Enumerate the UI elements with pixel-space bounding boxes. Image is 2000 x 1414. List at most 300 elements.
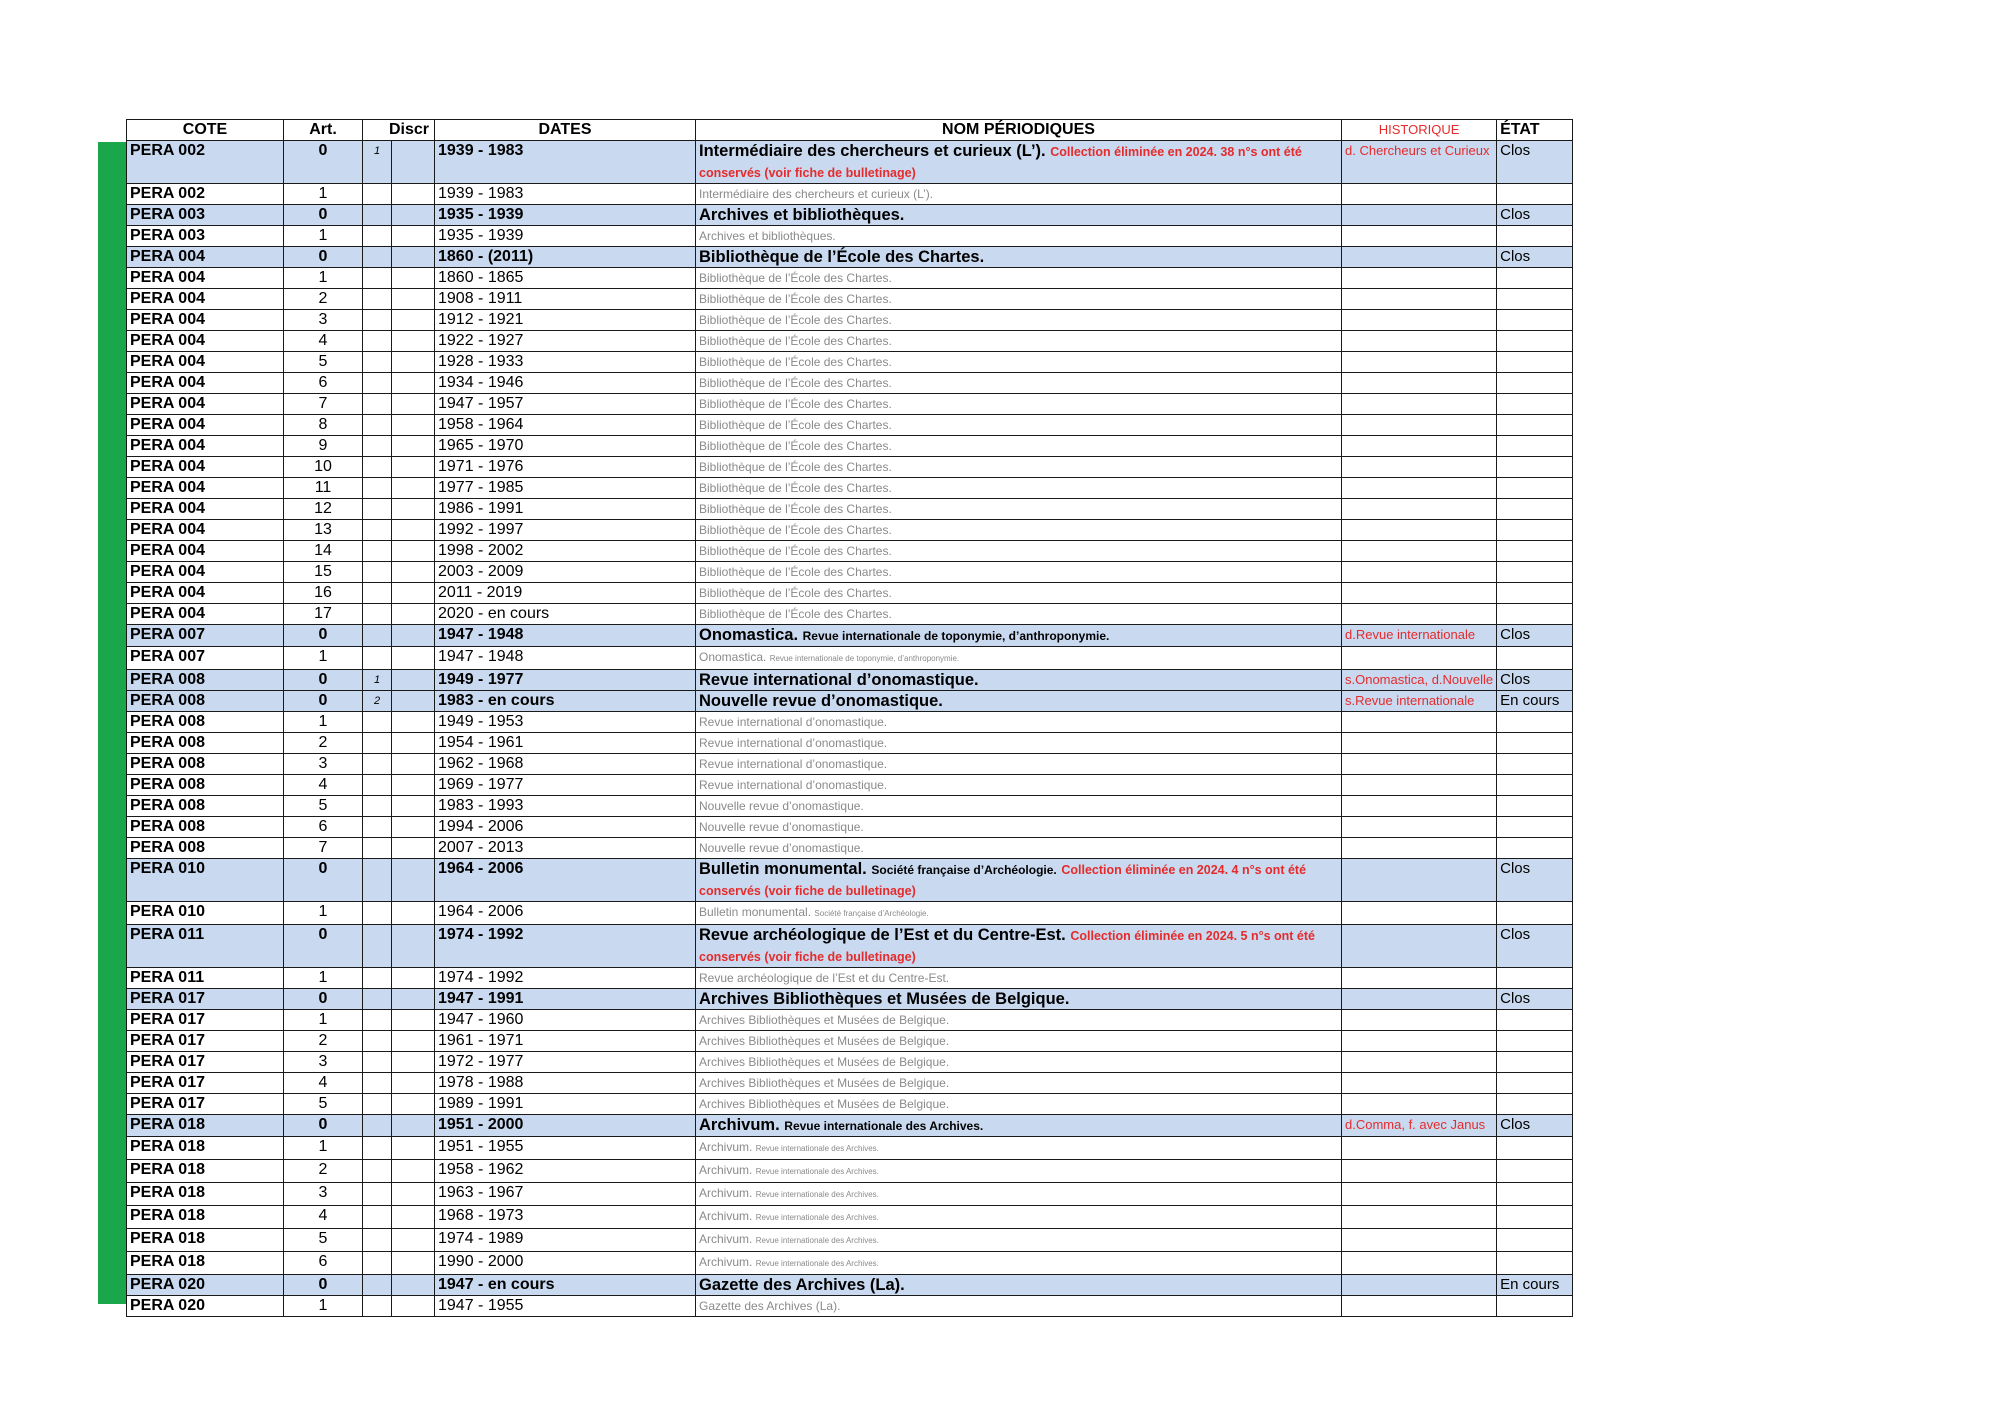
periodical-name-cell bbox=[696, 1010, 1342, 1031]
table-row bbox=[127, 775, 1573, 796]
table-row bbox=[127, 1206, 1573, 1229]
historique-cell bbox=[1342, 1031, 1497, 1052]
periodical-title: Revue international d’onomastique. bbox=[699, 671, 979, 689]
periodical-title: Bibliothèque de l’École des Chartes. bbox=[699, 502, 892, 516]
periodical-title: Bibliothèque de l’École des Chartes. bbox=[699, 439, 892, 453]
discr-cell bbox=[363, 1275, 392, 1296]
periodical-name-cell bbox=[696, 415, 1342, 436]
blank-cell bbox=[392, 1094, 435, 1115]
art-cell: 0 bbox=[284, 859, 363, 902]
blank-cell bbox=[392, 902, 435, 925]
dates-cell: 1951 - 2000 bbox=[435, 1115, 696, 1137]
periodical-title: Bibliothèque de l’École des Chartes. bbox=[699, 313, 892, 327]
historique-cell bbox=[1342, 247, 1497, 268]
discr-cell bbox=[363, 1010, 392, 1031]
table-row bbox=[127, 1094, 1573, 1115]
periodical-subtitle: Revue internationale de toponymie, d’anthroponymie. bbox=[802, 629, 1110, 643]
etat-cell bbox=[1497, 226, 1573, 247]
art-cell: 5 bbox=[284, 1229, 363, 1252]
discr-cell bbox=[363, 499, 392, 520]
blank-cell bbox=[392, 859, 435, 902]
blank-cell bbox=[392, 205, 435, 226]
art-cell: 8 bbox=[284, 415, 363, 436]
historique-cell bbox=[1342, 1183, 1497, 1206]
cote-cell: PERA 017 bbox=[127, 1031, 284, 1052]
dates-cell: 1958 - 1964 bbox=[435, 415, 696, 436]
table-row bbox=[127, 604, 1573, 625]
etat-cell bbox=[1497, 817, 1573, 838]
periodical-name-cell bbox=[696, 902, 1342, 925]
periodical-title: Nouvelle revue d’onomastique. bbox=[699, 692, 943, 710]
cote-cell: PERA 018 bbox=[127, 1183, 284, 1206]
table-row bbox=[127, 1296, 1573, 1317]
etat-cell bbox=[1497, 1183, 1573, 1206]
historique-cell bbox=[1342, 499, 1497, 520]
discr-cell: 2 bbox=[363, 691, 392, 712]
art-cell: 2 bbox=[284, 733, 363, 754]
cote-cell: PERA 004 bbox=[127, 352, 284, 373]
table-row bbox=[127, 625, 1573, 647]
dates-cell: 1939 - 1983 bbox=[435, 184, 696, 205]
etat-cell bbox=[1497, 775, 1573, 796]
historique-cell bbox=[1342, 647, 1497, 670]
etat-cell: Clos bbox=[1497, 205, 1573, 226]
periodical-name-cell bbox=[696, 436, 1342, 457]
art-cell: 14 bbox=[284, 541, 363, 562]
cote-cell: PERA 010 bbox=[127, 859, 284, 902]
art-cell: 3 bbox=[284, 754, 363, 775]
historique-cell bbox=[1342, 733, 1497, 754]
historique-cell bbox=[1342, 562, 1497, 583]
periodical-title: Archivum. bbox=[699, 1116, 780, 1134]
dates-cell: 1947 - 1957 bbox=[435, 394, 696, 415]
discr-cell bbox=[363, 1229, 392, 1252]
discr-cell bbox=[363, 184, 392, 205]
cote-cell: PERA 004 bbox=[127, 520, 284, 541]
blank-cell bbox=[392, 1052, 435, 1073]
blank-cell bbox=[392, 562, 435, 583]
periodical-name-cell bbox=[696, 1094, 1342, 1115]
blank-cell bbox=[392, 796, 435, 817]
discr-cell bbox=[363, 310, 392, 331]
cote-cell: PERA 020 bbox=[127, 1296, 284, 1317]
art-cell: 7 bbox=[284, 394, 363, 415]
periodical-name-cell bbox=[696, 373, 1342, 394]
blank-cell bbox=[392, 478, 435, 499]
periodical-name-cell bbox=[696, 541, 1342, 562]
etat-cell bbox=[1497, 1160, 1573, 1183]
discr-cell bbox=[363, 415, 392, 436]
art-cell: 4 bbox=[284, 331, 363, 352]
dates-cell: 1958 - 1962 bbox=[435, 1160, 696, 1183]
periodical-title: Onomastica. bbox=[699, 626, 799, 644]
art-cell: 0 bbox=[284, 625, 363, 647]
periodical-name-cell bbox=[696, 457, 1342, 478]
etat-cell bbox=[1497, 268, 1573, 289]
etat-cell: Clos bbox=[1497, 141, 1573, 184]
blank-cell bbox=[392, 670, 435, 691]
periodical-subtitle: Revue internationale des Archives. bbox=[755, 1190, 879, 1199]
etat-cell bbox=[1497, 1052, 1573, 1073]
periodical-title: Bibliothèque de l’École des Chartes. bbox=[699, 292, 892, 306]
cote-cell: PERA 004 bbox=[127, 457, 284, 478]
blank-cell bbox=[392, 373, 435, 394]
blank-cell bbox=[392, 310, 435, 331]
discr-cell bbox=[363, 1031, 392, 1052]
art-cell: 0 bbox=[284, 670, 363, 691]
historique-cell: d.Comma, f. avec Janus bbox=[1342, 1115, 1497, 1137]
etat-cell bbox=[1497, 415, 1573, 436]
periodical-name-cell bbox=[696, 226, 1342, 247]
blank-cell bbox=[392, 691, 435, 712]
cote-cell: PERA 020 bbox=[127, 1275, 284, 1296]
cote-cell: PERA 004 bbox=[127, 331, 284, 352]
elimination-note: Collection éliminée en 2024. 38 n°s ont été conservés (voir fiche de bulletinage) bbox=[699, 145, 1302, 180]
dates-cell: 1983 - en cours bbox=[435, 691, 696, 712]
art-cell: 6 bbox=[284, 1252, 363, 1275]
dates-cell: 1947 - 1948 bbox=[435, 647, 696, 670]
periodical-name-cell bbox=[696, 1206, 1342, 1229]
header-cote: COTE bbox=[127, 120, 284, 141]
table-row bbox=[127, 1183, 1573, 1206]
historique-cell bbox=[1342, 838, 1497, 859]
blank-cell bbox=[392, 436, 435, 457]
historique-cell bbox=[1342, 925, 1497, 968]
periodical-title: Archives Bibliothèques et Musées de Belgique. bbox=[699, 1034, 950, 1048]
art-cell: 2 bbox=[284, 1160, 363, 1183]
header-discr: Discr bbox=[363, 120, 435, 141]
dates-cell: 1922 - 1927 bbox=[435, 331, 696, 352]
cote-cell: PERA 004 bbox=[127, 415, 284, 436]
discr-cell bbox=[363, 352, 392, 373]
dates-cell: 1972 - 1977 bbox=[435, 1052, 696, 1073]
periodical-name-cell bbox=[696, 268, 1342, 289]
periodical-name-cell bbox=[696, 499, 1342, 520]
dates-cell: 1990 - 2000 bbox=[435, 1252, 696, 1275]
art-cell: 9 bbox=[284, 436, 363, 457]
cote-cell: PERA 008 bbox=[127, 691, 284, 712]
table-row bbox=[127, 184, 1573, 205]
historique-cell bbox=[1342, 520, 1497, 541]
periodicals-table bbox=[126, 119, 1573, 1317]
blank-cell bbox=[392, 1252, 435, 1275]
discr-cell bbox=[363, 331, 392, 352]
periodical-title: Bibliothèque de l’École des Chartes. bbox=[699, 376, 892, 390]
periodical-name-cell bbox=[696, 1031, 1342, 1052]
table-row bbox=[127, 205, 1573, 226]
cote-cell: PERA 018 bbox=[127, 1229, 284, 1252]
dates-cell: 2020 - en cours bbox=[435, 604, 696, 625]
periodical-title: Archivum. bbox=[699, 1163, 753, 1177]
blank-cell bbox=[392, 1031, 435, 1052]
etat-cell bbox=[1497, 1073, 1573, 1094]
blank-cell bbox=[392, 838, 435, 859]
periodical-name-cell bbox=[696, 184, 1342, 205]
periodical-name-cell bbox=[696, 712, 1342, 733]
discr-cell bbox=[363, 268, 392, 289]
cote-cell: PERA 017 bbox=[127, 989, 284, 1010]
discr-cell bbox=[363, 436, 392, 457]
discr-cell bbox=[363, 373, 392, 394]
periodical-name-cell bbox=[696, 247, 1342, 268]
periodical-subtitle: Revue internationale des Archives. bbox=[755, 1213, 879, 1222]
discr-cell bbox=[363, 902, 392, 925]
etat-cell bbox=[1497, 1296, 1573, 1317]
cote-cell: PERA 017 bbox=[127, 1010, 284, 1031]
table-row bbox=[127, 1160, 1573, 1183]
cote-cell: PERA 002 bbox=[127, 184, 284, 205]
table-row bbox=[127, 817, 1573, 838]
etat-cell bbox=[1497, 902, 1573, 925]
blank-cell bbox=[392, 1229, 435, 1252]
discr-cell bbox=[363, 1183, 392, 1206]
historique-cell bbox=[1342, 310, 1497, 331]
cote-cell: PERA 004 bbox=[127, 373, 284, 394]
dates-cell: 1968 - 1973 bbox=[435, 1206, 696, 1229]
dates-cell: 2007 - 2013 bbox=[435, 838, 696, 859]
periodical-title: Gazette des Archives (La). bbox=[699, 1276, 905, 1294]
discr-cell: 1 bbox=[363, 670, 392, 691]
dates-cell: 1994 - 2006 bbox=[435, 817, 696, 838]
dates-cell: 1969 - 1977 bbox=[435, 775, 696, 796]
historique-cell bbox=[1342, 1160, 1497, 1183]
periodical-name-cell bbox=[696, 817, 1342, 838]
art-cell: 5 bbox=[284, 1094, 363, 1115]
blank-cell bbox=[392, 1183, 435, 1206]
table-row bbox=[127, 1137, 1573, 1160]
discr-cell bbox=[363, 289, 392, 310]
historique-cell bbox=[1342, 583, 1497, 604]
historique-cell bbox=[1342, 604, 1497, 625]
blank-cell bbox=[392, 141, 435, 184]
historique-cell bbox=[1342, 1206, 1497, 1229]
table-row bbox=[127, 733, 1573, 754]
cote-cell: PERA 008 bbox=[127, 712, 284, 733]
art-cell: 6 bbox=[284, 817, 363, 838]
cote-cell: PERA 004 bbox=[127, 604, 284, 625]
periodical-title: Revue international d’onomastique. bbox=[699, 757, 888, 771]
table-row bbox=[127, 373, 1573, 394]
blank-cell bbox=[392, 989, 435, 1010]
cote-cell: PERA 003 bbox=[127, 205, 284, 226]
table-row bbox=[127, 902, 1573, 925]
table-row bbox=[127, 968, 1573, 989]
etat-cell bbox=[1497, 712, 1573, 733]
discr-cell bbox=[363, 859, 392, 902]
table-row bbox=[127, 247, 1573, 268]
art-cell: 1 bbox=[284, 1296, 363, 1317]
cote-cell: PERA 008 bbox=[127, 817, 284, 838]
periodical-name-cell bbox=[696, 520, 1342, 541]
table-row bbox=[127, 457, 1573, 478]
periodical-name-cell bbox=[696, 1160, 1342, 1183]
art-cell: 1 bbox=[284, 902, 363, 925]
blank-cell bbox=[392, 457, 435, 478]
table-row bbox=[127, 141, 1573, 184]
header-row bbox=[127, 120, 1573, 141]
dates-cell: 1977 - 1985 bbox=[435, 478, 696, 499]
table-row bbox=[127, 989, 1573, 1010]
periodical-name-cell bbox=[696, 925, 1342, 968]
dates-cell: 1947 - 1948 bbox=[435, 625, 696, 647]
periodical-title: Bibliothèque de l’École des Chartes. bbox=[699, 544, 892, 558]
historique-cell bbox=[1342, 712, 1497, 733]
periodical-name-cell bbox=[696, 205, 1342, 226]
discr-cell bbox=[363, 838, 392, 859]
art-cell: 7 bbox=[284, 838, 363, 859]
periodical-title: Nouvelle revue d’onomastique. bbox=[699, 820, 864, 834]
dates-cell: 1974 - 1989 bbox=[435, 1229, 696, 1252]
cote-cell: PERA 004 bbox=[127, 499, 284, 520]
periodical-name-cell bbox=[696, 310, 1342, 331]
etat-cell bbox=[1497, 583, 1573, 604]
cote-cell: PERA 004 bbox=[127, 247, 284, 268]
periodical-name-cell bbox=[696, 691, 1342, 712]
historique-cell: d. Chercheurs et Curieux bbox=[1342, 141, 1497, 184]
table-row bbox=[127, 712, 1573, 733]
dates-cell: 1983 - 1993 bbox=[435, 796, 696, 817]
etat-cell bbox=[1497, 733, 1573, 754]
blank-cell bbox=[392, 625, 435, 647]
historique-cell bbox=[1342, 415, 1497, 436]
etat-cell bbox=[1497, 968, 1573, 989]
dates-cell: 1961 - 1971 bbox=[435, 1031, 696, 1052]
historique-cell bbox=[1342, 352, 1497, 373]
periodical-subtitle: Revue internationale des Archives. bbox=[784, 1119, 984, 1133]
discr-cell bbox=[363, 968, 392, 989]
blank-cell bbox=[392, 647, 435, 670]
discr-cell bbox=[363, 647, 392, 670]
table-row bbox=[127, 1252, 1573, 1275]
etat-cell bbox=[1497, 457, 1573, 478]
periodical-name-cell bbox=[696, 1183, 1342, 1206]
etat-cell bbox=[1497, 562, 1573, 583]
discr-cell bbox=[363, 604, 392, 625]
periodical-name-cell bbox=[696, 478, 1342, 499]
table-row bbox=[127, 691, 1573, 712]
etat-cell bbox=[1497, 604, 1573, 625]
blank-cell bbox=[392, 712, 435, 733]
dates-cell: 1912 - 1921 bbox=[435, 310, 696, 331]
periodical-name-cell bbox=[696, 562, 1342, 583]
dates-cell: 1964 - 2006 bbox=[435, 859, 696, 902]
periodical-title: Nouvelle revue d’onomastique. bbox=[699, 841, 864, 855]
blank-cell bbox=[392, 289, 435, 310]
historique-cell bbox=[1342, 373, 1497, 394]
dates-cell: 1963 - 1967 bbox=[435, 1183, 696, 1206]
periodical-subtitle: Société française d’Archéologie. bbox=[814, 909, 929, 918]
periodical-title: Archives et bibliothèques. bbox=[699, 206, 905, 224]
historique-cell bbox=[1342, 1052, 1497, 1073]
blank-cell bbox=[392, 754, 435, 775]
cote-cell: PERA 004 bbox=[127, 541, 284, 562]
periodical-title: Revue international d’onomastique. bbox=[699, 715, 888, 729]
dates-cell: 1965 - 1970 bbox=[435, 436, 696, 457]
dates-cell: 1951 - 1955 bbox=[435, 1137, 696, 1160]
green-margin-bar bbox=[98, 142, 126, 1304]
dates-cell: 1928 - 1933 bbox=[435, 352, 696, 373]
table-row bbox=[127, 310, 1573, 331]
historique-cell bbox=[1342, 796, 1497, 817]
table-row bbox=[127, 796, 1573, 817]
historique-cell bbox=[1342, 817, 1497, 838]
etat-cell bbox=[1497, 1137, 1573, 1160]
historique-cell bbox=[1342, 184, 1497, 205]
blank-cell bbox=[392, 968, 435, 989]
dates-cell: 2003 - 2009 bbox=[435, 562, 696, 583]
dates-cell: 1949 - 1977 bbox=[435, 670, 696, 691]
etat-cell bbox=[1497, 499, 1573, 520]
dates-cell: 1971 - 1976 bbox=[435, 457, 696, 478]
table-row bbox=[127, 1052, 1573, 1073]
header-art: Art. bbox=[284, 120, 363, 141]
table-row bbox=[127, 226, 1573, 247]
periodical-name-cell bbox=[696, 968, 1342, 989]
art-cell: 4 bbox=[284, 1206, 363, 1229]
art-cell: 1 bbox=[284, 226, 363, 247]
discr-cell bbox=[363, 1296, 392, 1317]
etat-cell bbox=[1497, 1252, 1573, 1275]
periodical-subtitle: Revue internationale des Archives. bbox=[755, 1167, 879, 1176]
blank-cell bbox=[392, 1073, 435, 1094]
periodical-title: Bibliothèque de l’École des Chartes. bbox=[699, 334, 892, 348]
table-row bbox=[127, 331, 1573, 352]
table-row bbox=[127, 478, 1573, 499]
blank-cell bbox=[392, 925, 435, 968]
art-cell: 5 bbox=[284, 796, 363, 817]
dates-cell: 1974 - 1992 bbox=[435, 925, 696, 968]
art-cell: 2 bbox=[284, 1031, 363, 1052]
periodical-title: Revue archéologique de l’Est et du Centre-Est. bbox=[699, 971, 950, 985]
art-cell: 0 bbox=[284, 247, 363, 268]
discr-cell bbox=[363, 583, 392, 604]
periodical-name-cell bbox=[696, 604, 1342, 625]
historique-cell bbox=[1342, 859, 1497, 902]
periodical-name-cell bbox=[696, 1252, 1342, 1275]
discr-cell bbox=[363, 562, 392, 583]
discr-cell bbox=[363, 457, 392, 478]
blank-cell bbox=[392, 331, 435, 352]
etat-cell bbox=[1497, 184, 1573, 205]
art-cell: 2 bbox=[284, 289, 363, 310]
periodical-name-cell bbox=[696, 289, 1342, 310]
discr-cell bbox=[363, 775, 392, 796]
blank-cell bbox=[392, 1137, 435, 1160]
cote-cell: PERA 004 bbox=[127, 583, 284, 604]
table-row bbox=[127, 520, 1573, 541]
cote-cell: PERA 018 bbox=[127, 1137, 284, 1160]
etat-cell bbox=[1497, 352, 1573, 373]
discr-cell bbox=[363, 1073, 392, 1094]
cote-cell: PERA 017 bbox=[127, 1052, 284, 1073]
blank-cell bbox=[392, 583, 435, 604]
cote-cell: PERA 008 bbox=[127, 670, 284, 691]
periodical-subtitle: Revue internationale des Archives. bbox=[755, 1236, 879, 1245]
historique-cell bbox=[1342, 394, 1497, 415]
historique-cell bbox=[1342, 289, 1497, 310]
table-row bbox=[127, 268, 1573, 289]
cote-cell: PERA 007 bbox=[127, 647, 284, 670]
dates-cell: 1989 - 1991 bbox=[435, 1094, 696, 1115]
historique-cell bbox=[1342, 775, 1497, 796]
etat-cell bbox=[1497, 373, 1573, 394]
art-cell: 6 bbox=[284, 373, 363, 394]
discr-cell bbox=[363, 1206, 392, 1229]
discr-cell bbox=[363, 796, 392, 817]
historique-cell bbox=[1342, 1252, 1497, 1275]
periodical-name-cell bbox=[696, 670, 1342, 691]
table-row bbox=[127, 838, 1573, 859]
